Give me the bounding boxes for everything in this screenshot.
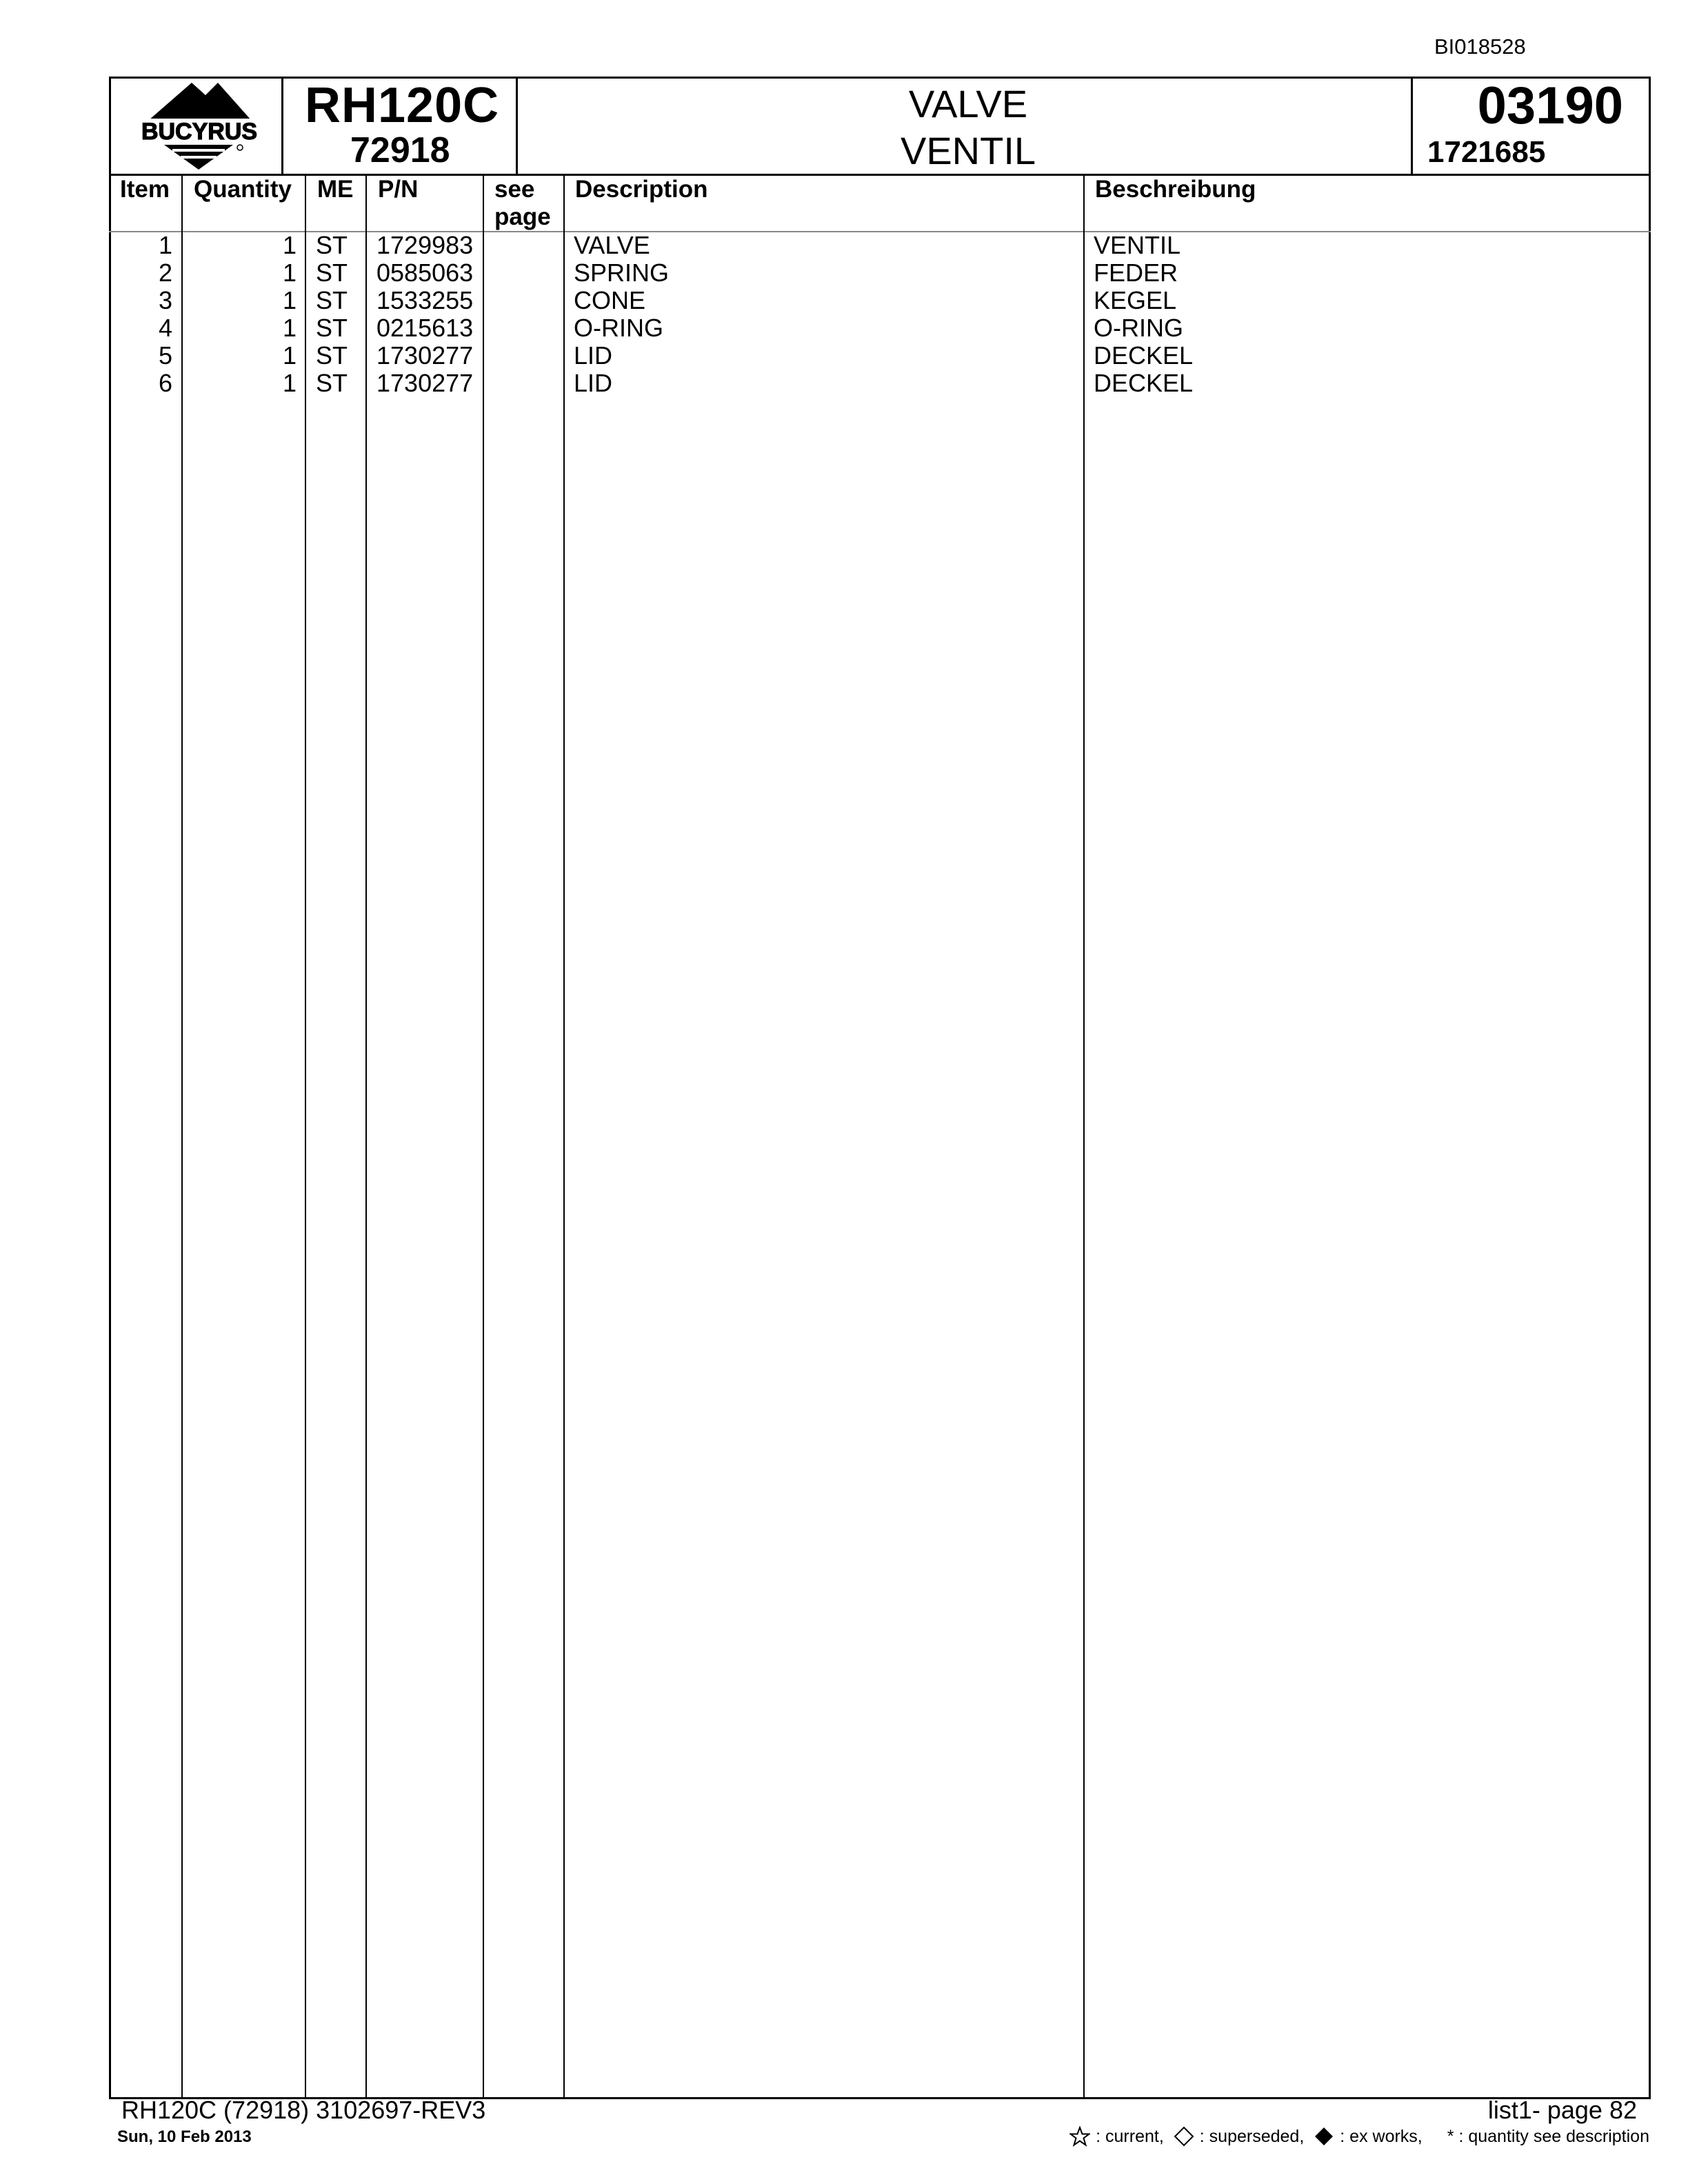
row-part-number: 1729983	[376, 231, 474, 259]
group-title-english: VALVE	[908, 82, 1028, 125]
row-quantity: 1	[282, 259, 297, 287]
column-line-description	[1083, 174, 1085, 2098]
row-me: ST	[316, 259, 348, 287]
row-beschreibung: O-RING	[1094, 314, 1183, 342]
row-description: O-RING	[574, 314, 663, 342]
row-description: SPRING	[574, 259, 670, 287]
column-header-description: Description	[575, 176, 708, 203]
column-header-see: see	[494, 176, 535, 203]
row-me: ST	[316, 231, 348, 259]
row-description: CONE	[574, 286, 646, 314]
document-id: BI018528	[1434, 34, 1526, 59]
row-description: LID	[574, 369, 613, 397]
row-item: 3	[158, 286, 172, 314]
row-part-number: 1533255	[376, 286, 474, 314]
row-quantity: 1	[282, 314, 297, 342]
row-item: 2	[158, 259, 172, 287]
column-header-beschreibung: Beschreibung	[1095, 176, 1256, 203]
row-me: ST	[316, 314, 348, 342]
row-quantity: 1	[282, 369, 297, 397]
row-item: 4	[158, 314, 172, 342]
machine-serial: 72918	[350, 130, 450, 170]
symbol-legend	[1069, 2126, 1649, 2147]
row-quantity: 1	[282, 231, 297, 259]
header-divider-model	[516, 77, 518, 174]
column-header-pn: P/N	[378, 176, 419, 203]
row-part-number: 0585063	[376, 259, 474, 287]
row-part-number: 1730277	[376, 341, 474, 370]
svg-text:BUCYRUS: BUCYRUS	[141, 119, 258, 145]
row-me: ST	[316, 341, 348, 370]
row-quantity: 1	[282, 286, 297, 314]
legend-superseded-label: : superseded,	[1199, 2126, 1305, 2146]
row-beschreibung: FEDER	[1094, 259, 1178, 287]
row-part-number: 0215613	[376, 314, 474, 342]
footer-page-number: list1- page 82	[1487, 2096, 1637, 2124]
header-divider-logo	[281, 77, 283, 174]
bucyrus-logo	[116, 80, 281, 175]
column-header-me: ME	[317, 176, 354, 203]
column-line-item	[181, 174, 183, 2098]
row-beschreibung: KEGEL	[1094, 286, 1177, 314]
group-part-number: 1721685	[1427, 135, 1546, 169]
row-part-number: 1730277	[376, 369, 474, 397]
footer-date: Sun, 10 Feb 2013	[117, 2127, 252, 2146]
diamond-filled-icon	[1314, 2126, 1334, 2147]
row-item: 6	[158, 369, 172, 397]
row-beschreibung: DECKEL	[1094, 341, 1194, 370]
column-line-quantity	[305, 174, 306, 2098]
machine-model: RH120C	[305, 78, 500, 133]
row-beschreibung: VENTIL	[1094, 231, 1181, 259]
group-title-german: VENTIL	[900, 129, 1036, 172]
footer-reference: RH120C (72918) 3102697-REV3	[121, 2096, 486, 2124]
row-description: LID	[574, 341, 613, 370]
star-outline-icon	[1069, 2126, 1090, 2147]
group-number: 03190	[1477, 77, 1623, 135]
legend-current-label: : current,	[1096, 2126, 1164, 2146]
column-header-item: Item	[120, 176, 170, 203]
row-item: 5	[158, 341, 172, 370]
row-item: 1	[158, 231, 172, 259]
diamond-outline-icon	[1174, 2126, 1194, 2147]
row-me: ST	[316, 369, 348, 397]
column-header-quantity: Quantity	[194, 176, 292, 203]
column-line-me	[365, 174, 367, 2098]
legend-ex-works-label: : ex works,	[1340, 2126, 1423, 2146]
row-description: VALVE	[574, 231, 650, 259]
row-beschreibung: DECKEL	[1094, 369, 1194, 397]
column-line-see-page	[563, 174, 565, 2098]
column-line-pn	[483, 174, 484, 2098]
row-me: ST	[316, 286, 348, 314]
legend-quantity-label: * : quantity see description	[1447, 2126, 1649, 2146]
row-quantity: 1	[282, 341, 297, 370]
column-header-page: page	[494, 203, 551, 230]
